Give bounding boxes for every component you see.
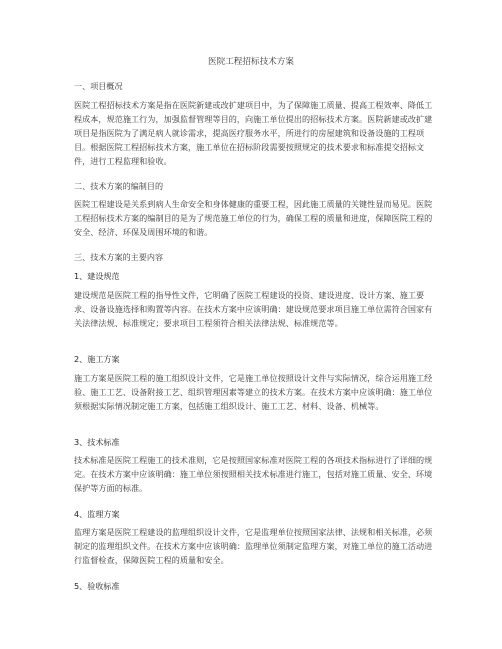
item-heading-technical-standards: 3、技术标准 <box>74 437 120 447</box>
section-paragraph-purpose: 医院工程建设是关系到病人生命安全和身体健康的重要工程，因此施工质量的关键性显而易见。医院工程招标技术方案的编制目的是为了规范施工单位的行为，确保工程的质量和进度，保障医院工程的安全、经济、环保及周围环境的和谐。 <box>74 199 433 238</box>
section-heading-overview: 一、项目概况 <box>74 81 123 91</box>
item-heading-acceptance-standards: 5、验收标准 <box>74 581 120 591</box>
item-paragraph-building-code: 建设规范是医院工程的指导性文件，它明确了医院工程建设的投资、建设进度、设计方案、施工要求、设备设施选择和购置等内容。在技术方案中应该明确：建设规范要求项目施工单位需符合国家有关法律法规、标准规定；要求项目工程须符合相关法律法规、标准规范等。 <box>74 290 433 329</box>
item-paragraph-technical-standards: 技术标准是医院工程施工的技术准则，它是按照国家标准对医院工程的各项技术指标进行了详细的规定。在技术方案中应该明确：施工单位须按照相关技术标准进行施工，包括对施工质量、安全、环境保护等方面的标准。 <box>74 455 433 494</box>
section-paragraph-overview: 医院工程招标技术方案是指在医院新建或改扩建项目中，为了保障施工质量、提高工程效率、降低工程成本，规范施工行为，加强监督管理等目的，向施工单位提出的招标技术方案。医院新建或改扩建项目是指医院为了满足病人就诊需求，提高医疗服务水平，所进行的房屋建筑和设备设施的工程项目。根据医院工程招标技术方案，施工单位在招标阶段需要按照规定的技术要求和标准提交招标文件，进行工程监理和验收。 <box>74 100 433 167</box>
section-heading-main-content: 三、技术方案的主要内容 <box>74 252 164 262</box>
document-title: 医院工程招标技术方案 <box>208 57 294 67</box>
item-heading-supervision-plan: 4、监理方案 <box>74 509 120 519</box>
item-paragraph-construction-plan: 施工方案是医院工程的施工组织设计文件，它是施工单位按照设计文件与实际情况，综合运用施工经验、施工工艺、设备附接工艺、组织管理因素等建立的技术方案。在技术方案中应该明确：施工单位须根据实际情况制定施工方案，包括施工组织设计、施工工艺、材料、设备、机械等。 <box>74 373 433 412</box>
item-heading-construction-plan: 2、施工方案 <box>74 354 120 364</box>
item-paragraph-supervision-plan: 监理方案是医院工程建设的监理组织设计文件，它是监理单位按照国家法律、法规和相关标准，必须制定的监理组织文件。在技术方案中应该明确：监理单位须制定监理方案，对施工单位的施工活动进行监督检查，保障医院工程的质量和安全。 <box>74 527 433 566</box>
item-heading-building-code: 1、建设规范 <box>74 271 120 281</box>
section-heading-purpose: 二、技术方案的编制目的 <box>74 181 164 191</box>
